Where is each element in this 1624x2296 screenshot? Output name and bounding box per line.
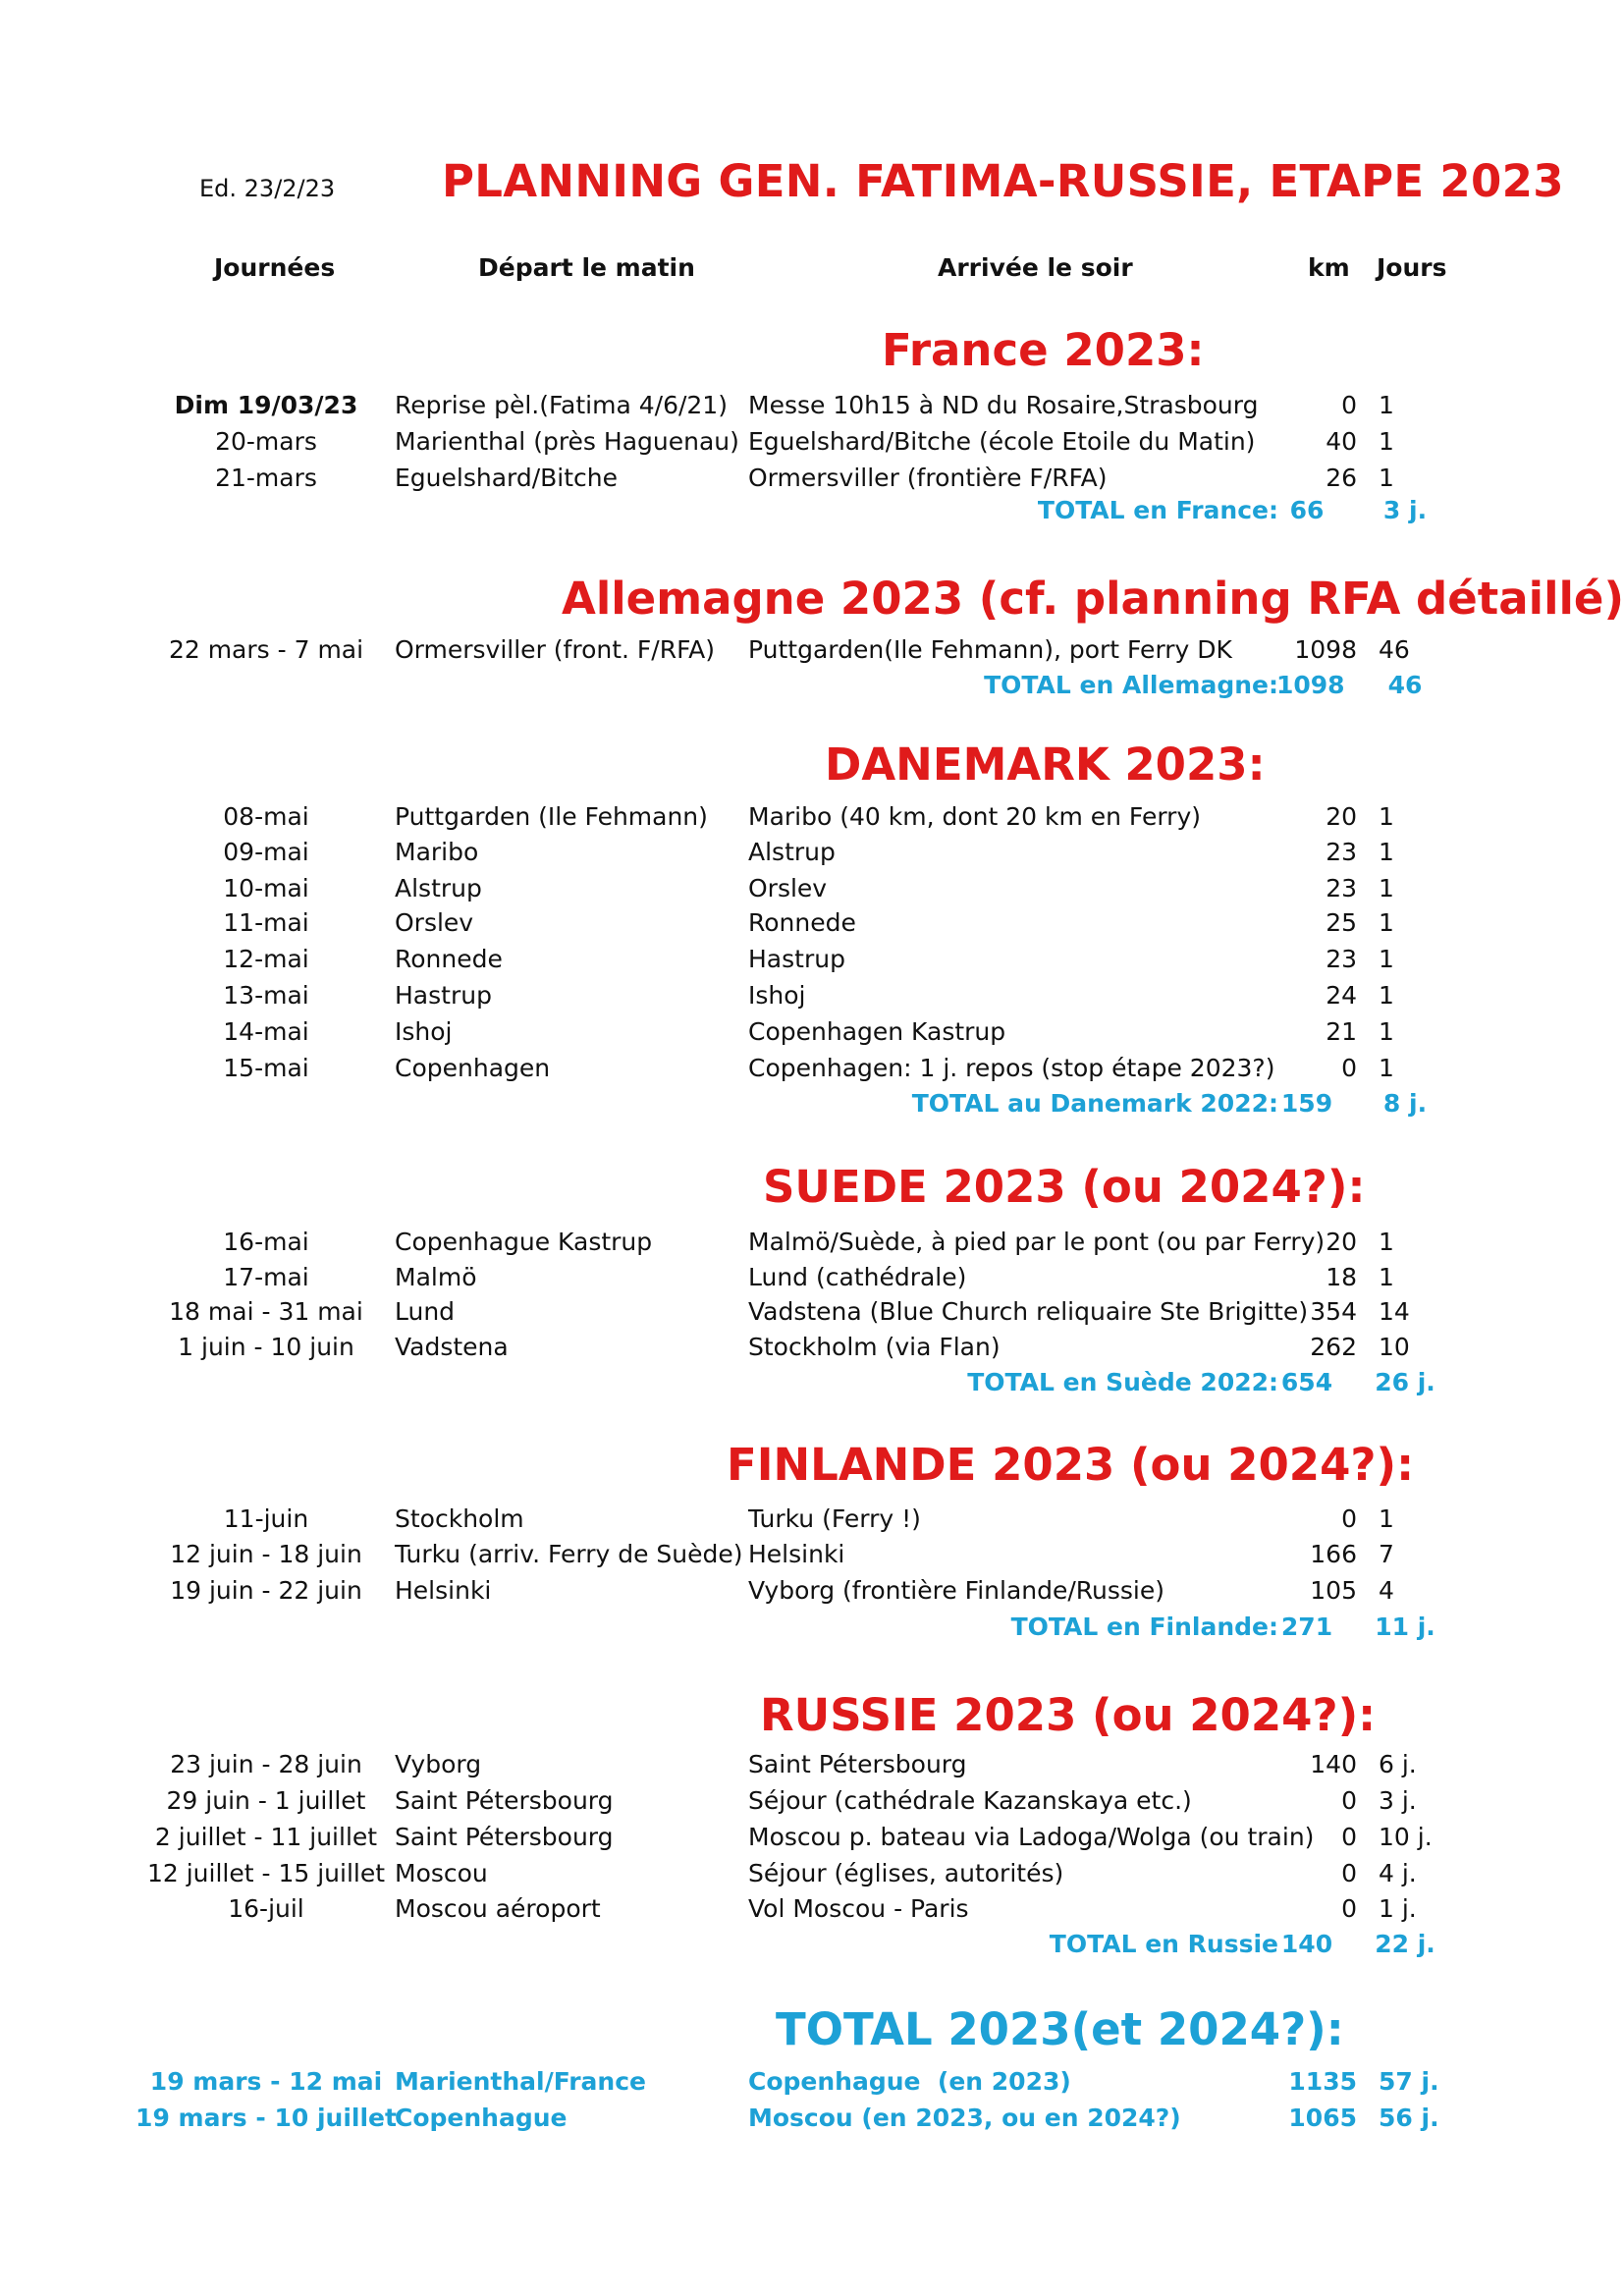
total-label: TOTAL en France: [1037,496,1278,524]
row-depart: Vyborg [395,1750,482,1778]
row-date: 19 mars - 10 juillet [135,2104,397,2132]
row-date: 18 mai - 31 mai [169,1297,363,1326]
row-date: 17-mai [223,1263,309,1291]
table-row [0,427,1624,461]
grand-total-row [0,2067,1624,2101]
row-days: 46 [1379,635,1410,664]
total-km: 66 [1289,496,1325,524]
row-depart: Ishoj [395,1017,453,1046]
table-row [0,981,1624,1014]
row-date: 2 juillet - 11 juillet [154,1823,378,1851]
table-row [0,1894,1624,1928]
row-km: 20 [1326,802,1357,831]
edition-date: Ed. 23/2/23 [199,175,336,202]
total-label: TOTAL en Allemagne: [984,671,1278,699]
section-total [0,1930,1624,1963]
row-depart: Marienthal/France [395,2067,646,2096]
row-km: 23 [1326,838,1357,866]
row-km: 21 [1326,1017,1357,1046]
table-row [0,1823,1624,1856]
row-days: 1 [1379,838,1394,866]
table-row [0,945,1624,978]
column-header-km: km [1308,253,1350,282]
column-header-arrivee: Arrivée le soir [938,253,1133,282]
row-depart: Alstrup [395,874,482,902]
section-title-finlande: FINLANDE 2023 (ou 2024?): [727,1439,1415,1491]
row-days: 6 j. [1379,1750,1417,1778]
row-depart: Saint Pétersbourg [395,1786,614,1815]
row-km: 0 [1341,1859,1357,1887]
row-arrivee: Séjour (cathédrale Kazanskaya etc.) [748,1786,1192,1815]
row-days: 1 [1379,802,1394,831]
row-depart: Lund [395,1297,456,1326]
row-date: 19 juin - 22 juin [170,1576,362,1605]
row-date: Dim 19/03/23 [174,391,358,419]
table-row [0,908,1624,942]
row-depart: Copenhague Kastrup [395,1228,653,1256]
total-days: 46 [1387,671,1423,699]
row-depart: Puttgarden (Ile Fehmann) [395,802,708,831]
row-date: 29 juin - 1 juillet [166,1786,366,1815]
row-date: 22 mars - 7 mai [168,635,364,664]
row-date: 10-mai [223,874,309,902]
row-depart: Eguelshard/Bitche [395,464,619,492]
table-row [0,802,1624,836]
row-arrivee: Ormersviller (frontière F/RFA) [748,464,1108,492]
row-km: 40 [1326,427,1357,456]
row-days: 4 [1379,1576,1394,1605]
total-km: 654 [1280,1368,1333,1396]
row-days: 1 [1379,908,1394,937]
row-date: 16-mai [223,1228,309,1256]
row-depart: Saint Pétersbourg [395,1823,614,1851]
row-km: 0 [1341,1786,1357,1815]
row-km: 354 [1310,1297,1357,1326]
section-total [0,1368,1624,1401]
row-depart: Copenhagen [395,1054,551,1082]
row-arrivee: Moscou p. bateau via Ladoga/Wolga (ou train) [748,1823,1315,1851]
row-arrivee: Stockholm (via Flan) [748,1333,1001,1361]
row-date: 13-mai [223,981,309,1010]
row-depart: Reprise pèl.(Fatima 4/6/21) [395,391,728,419]
row-depart: Malmö [395,1263,477,1291]
row-arrivee: Ronnede [748,908,856,937]
row-arrivee: Saint Pétersbourg [748,1750,967,1778]
row-days: 1 [1379,1504,1394,1533]
row-days: 1 [1379,981,1394,1010]
row-arrivee: Helsinki [748,1540,845,1568]
row-depart: Moscou [395,1859,488,1887]
section-total [0,1613,1624,1646]
row-days: 1 [1379,391,1394,419]
section-title-allemagne: Allemagne 2023 (cf. planning RFA détaillé) [562,573,1624,625]
row-days: 57 j. [1379,2067,1439,2096]
total-km: 271 [1280,1613,1333,1641]
row-depart: Helsinki [395,1576,492,1605]
row-depart: Maribo [395,838,479,866]
row-km: 0 [1341,1504,1357,1533]
section-title-danemark: DANEMARK 2023: [825,738,1266,791]
table-row [0,1297,1624,1331]
row-date: 09-mai [223,838,309,866]
table-row [0,1859,1624,1892]
table-row [0,1576,1624,1610]
column-header-days: Jours [1377,253,1447,282]
row-depart: Vadstena [395,1333,509,1361]
table-row [0,1786,1624,1820]
table-row [0,1017,1624,1051]
section-total [0,1089,1624,1122]
row-arrivee: Vyborg (frontière Finlande/Russie) [748,1576,1165,1605]
total-km: 140 [1280,1930,1333,1958]
row-date: 16-juil [228,1894,304,1923]
row-days: 10 [1379,1333,1410,1361]
row-arrivee: Ishoj [748,981,806,1010]
row-arrivee: Vol Moscou - Paris [748,1894,969,1923]
row-km: 23 [1326,945,1357,973]
row-date: 12-mai [223,945,309,973]
total-days: 8 j. [1382,1089,1428,1118]
row-arrivee: Lund (cathédrale) [748,1263,967,1291]
section-title-suede: SUEDE 2023 (ou 2024?): [763,1161,1366,1213]
grand-total-row [0,2104,1624,2137]
row-days: 1 [1379,874,1394,902]
row-depart: Hastrup [395,981,492,1010]
row-depart: Stockholm [395,1504,524,1533]
row-km: 25 [1326,908,1357,937]
row-arrivee: Maribo (40 km, dont 20 km en Ferry) [748,802,1201,831]
row-km: 262 [1310,1333,1357,1361]
row-date: 14-mai [223,1017,309,1046]
row-arrivee: Copenhagen Kastrup [748,1017,1006,1046]
row-date: 11-mai [223,908,309,937]
total-label: TOTAL au Danemark 2022: [911,1089,1278,1118]
row-km: 1135 [1288,2067,1357,2096]
row-km: 0 [1341,1823,1357,1851]
row-depart: Ormersviller (front. F/RFA) [395,635,716,664]
row-days: 1 [1379,1054,1394,1082]
total-days: 11 j. [1375,1613,1435,1641]
column-header-depart: Départ le matin [478,253,695,282]
row-depart: Marienthal (près Haguenau) [395,427,739,456]
row-days: 7 [1379,1540,1394,1568]
row-date: 08-mai [223,802,309,831]
table-row [0,1750,1624,1783]
row-km: 1065 [1288,2104,1357,2132]
row-km: 1098 [1294,635,1357,664]
row-days: 1 [1379,464,1394,492]
grand-total-title: TOTAL 2023(et 2024?): [776,2003,1344,2055]
row-days: 14 [1379,1297,1410,1326]
row-days: 1 [1379,945,1394,973]
table-row [0,1054,1624,1087]
table-row [0,1228,1624,1261]
row-arrivee: Eguelshard/Bitche (école Etoile du Matin) [748,427,1256,456]
table-row [0,874,1624,907]
row-km: 166 [1310,1540,1357,1568]
row-days: 10 j. [1379,1823,1433,1851]
total-label: TOTAL en Finlande: [1010,1613,1278,1641]
row-km: 0 [1341,1894,1357,1923]
row-date: 19 mars - 12 mai [149,2067,383,2096]
row-date: 12 juin - 18 juin [170,1540,362,1568]
table-row [0,838,1624,871]
table-row [0,1333,1624,1366]
section-title-russie: RUSSIE 2023 (ou 2024?): [760,1689,1377,1741]
total-days: 3 j. [1382,496,1428,524]
row-date: 20-mars [215,427,317,456]
row-days: 1 [1379,1263,1394,1291]
column-header-date: Journées [214,253,336,282]
row-km: 26 [1326,464,1357,492]
row-date: 21-mars [215,464,317,492]
row-km: 23 [1326,874,1357,902]
row-km: 18 [1326,1263,1357,1291]
document-title: PLANNING GEN. FATIMA-RUSSIE, ETAPE 2023 [442,155,1564,207]
row-days: 3 j. [1379,1786,1417,1815]
row-date: 23 juin - 28 juin [170,1750,362,1778]
section-title-france: France 2023: [882,324,1205,376]
row-arrivee: Moscou (en 2023, ou en 2024?) [748,2104,1181,2132]
total-days: 26 j. [1375,1368,1435,1396]
total-days: 22 j. [1375,1930,1435,1958]
total-km: 1098 [1276,671,1345,699]
row-km: 0 [1341,1054,1357,1082]
row-km: 24 [1326,981,1357,1010]
total-km: 159 [1280,1089,1333,1118]
row-depart: Turku (arriv. Ferry de Suède) [395,1540,743,1568]
table-row [0,635,1624,669]
row-days: 1 [1379,1228,1394,1256]
row-days: 1 [1379,1017,1394,1046]
table-row [0,464,1624,497]
table-row [0,1504,1624,1538]
table-row [0,1540,1624,1573]
row-km: 105 [1310,1576,1357,1605]
table-row [0,1263,1624,1296]
total-label: TOTAL en Suède 2022: [967,1368,1278,1396]
row-depart: Moscou aéroport [395,1894,601,1923]
row-arrivee: Copenhagen: 1 j. repos (stop étape 2023?) [748,1054,1275,1082]
row-depart: Orslev [395,908,474,937]
row-arrivee: Messe 10h15 à ND du Rosaire,Strasbourg [748,391,1259,419]
row-km: 20 [1326,1228,1357,1256]
row-arrivee: Copenhague (en 2023) [748,2067,1071,2096]
total-label: TOTAL en Russie [1049,1930,1278,1958]
row-arrivee: Vadstena (Blue Church reliquaire Ste Brigitte) [748,1297,1309,1326]
row-date: 12 juillet - 15 juillet [146,1859,386,1887]
row-date: 11-juin [223,1504,309,1533]
row-days: 4 j. [1379,1859,1417,1887]
row-days: 1 j. [1379,1894,1417,1923]
row-arrivee: Puttgarden(Ile Fehmann), port Ferry DK [748,635,1232,664]
row-depart: Copenhague [395,2104,568,2132]
row-arrivee: Orslev [748,874,828,902]
row-arrivee: Malmö/Suède, à pied par le pont (ou par Ferry) [748,1228,1326,1256]
section-total [0,671,1624,704]
row-days: 56 j. [1379,2104,1439,2132]
row-arrivee: Séjour (églises, autorités) [748,1859,1064,1887]
row-date: 1 juin - 10 juin [178,1333,354,1361]
row-days: 1 [1379,427,1394,456]
row-arrivee: Hastrup [748,945,845,973]
row-date: 15-mai [223,1054,309,1082]
row-arrivee: Turku (Ferry !) [748,1504,921,1533]
row-km: 0 [1341,391,1357,419]
section-total [0,496,1624,529]
row-km: 140 [1310,1750,1357,1778]
table-row [0,391,1624,424]
row-depart: Ronnede [395,945,503,973]
row-arrivee: Alstrup [748,838,836,866]
